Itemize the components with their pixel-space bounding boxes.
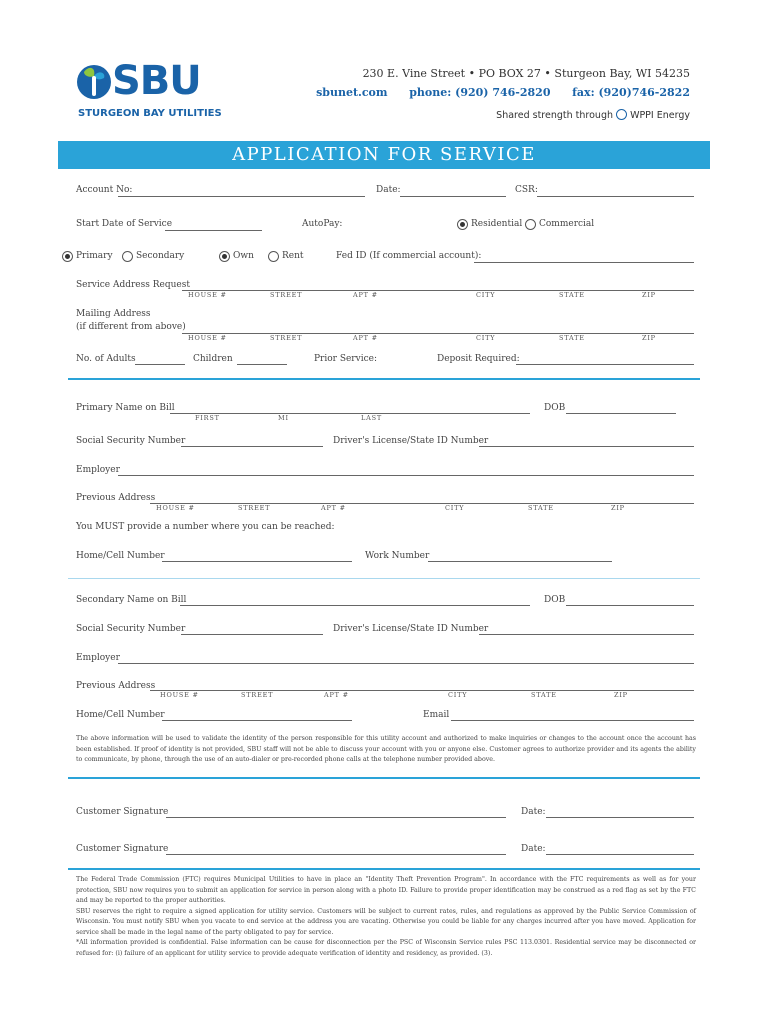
secondary-home-cell-label: Home/Cell Number	[76, 710, 165, 720]
secondary-employer-field[interactable]	[118, 663, 694, 664]
sbu-logo	[76, 60, 236, 124]
secondary-employer-label: Employer	[76, 653, 120, 663]
own-label: Own	[233, 251, 254, 261]
primary-radio[interactable]	[62, 251, 73, 262]
header-contacts	[316, 86, 690, 99]
commercial-radio[interactable]	[525, 219, 536, 230]
prev-state-caption: STATE	[528, 504, 554, 512]
addr-street-caption: STREET	[270, 291, 303, 299]
name-mi-caption: MI	[278, 414, 289, 422]
page-title: APPLICATION FOR SERVICE	[232, 144, 536, 165]
primary-employer-field[interactable]	[118, 475, 694, 476]
prev2-city-caption: CITY	[448, 691, 468, 699]
prev-city-caption: CITY	[445, 504, 465, 512]
commercial-label: Commercial	[539, 219, 595, 229]
fax-number: fax: (920)746-2822	[572, 86, 690, 99]
fed-id-field[interactable]	[474, 262, 694, 263]
secondary-home-cell-field[interactable]	[162, 720, 352, 721]
primary-label: Primary	[76, 251, 113, 261]
signature-divider	[68, 777, 700, 779]
signature-1-label: Customer Signature	[76, 807, 169, 817]
primary-dob-label: DOB	[544, 403, 566, 413]
signature-2-label: Customer Signature	[76, 844, 169, 854]
addr-apt-caption: APT #	[353, 291, 378, 299]
addr-zip-caption: ZIP	[642, 291, 656, 299]
date-field[interactable]	[400, 196, 506, 197]
addr-city-caption: CITY	[476, 291, 496, 299]
csr-label: CSR:	[515, 185, 538, 195]
work-number-label: Work Number	[365, 551, 430, 561]
date-label: Date:	[376, 185, 401, 195]
identity-disclaimer: The above information will be used to validate the identity of the person responsible for this utility account and authorized to make inquiries or changes to the account once the account has been established. If proof of identity is not provided, SBU staff will not be able to discuss your account with you or anyone else. Customer agrees to authorize provider and its agents the ability to communicate, by phone, through the use of an auto-dialer or pre-recorded phone calls at the telephone number provided above.	[76, 735, 696, 763]
prev2-house-caption: HOUSE #	[160, 691, 199, 699]
residential-label: Residential	[471, 219, 523, 229]
mailing-address-label: Mailing Address	[76, 309, 151, 319]
primary-employer-label: Employer	[76, 465, 120, 475]
secondary-previous-address-label: Previous Address	[76, 681, 156, 691]
signature-2-field[interactable]	[166, 854, 506, 855]
start-date-label: Start Date of Service	[76, 219, 173, 229]
residential-radio[interactable]	[457, 219, 468, 230]
autopay-label: AutoPay:	[302, 219, 343, 229]
csr-field[interactable]	[537, 196, 694, 197]
work-number-field[interactable]	[428, 561, 612, 562]
prev2-state-caption: STATE	[531, 691, 557, 699]
mail-house-caption: HOUSE #	[188, 334, 227, 342]
signature-2-date-label: Date:	[521, 844, 546, 854]
adults-field[interactable]	[135, 364, 185, 365]
wppi-tagline	[496, 109, 690, 121]
start-date-field[interactable]	[165, 230, 262, 231]
logo-text: SBU	[112, 58, 201, 104]
prior-service-label: Prior Service:	[314, 354, 377, 364]
logo-mark-icon	[76, 62, 112, 102]
addr-house-caption: HOUSE #	[188, 291, 227, 299]
mail-apt-caption: APT #	[353, 334, 378, 342]
company-name: STURGEON BAY UTILITIES	[78, 108, 222, 119]
secondary-label: Secondary	[136, 251, 185, 261]
signature-1-date-field[interactable]	[546, 817, 694, 818]
primary-ssn-label: Social Security Number	[76, 436, 186, 446]
signature-1-field[interactable]	[166, 817, 506, 818]
children-label: Children	[193, 354, 233, 364]
account-no-field[interactable]	[118, 196, 365, 197]
secondary-previous-address-field[interactable]	[150, 690, 694, 691]
prev2-street-caption: STREET	[241, 691, 274, 699]
deposit-label: Deposit Required:	[437, 354, 520, 364]
footer-divider	[68, 868, 700, 870]
primary-dl-label: Driver's License/State ID Number	[333, 436, 489, 446]
name-last-caption: LAST	[361, 414, 382, 422]
addr-state-caption: STATE	[559, 291, 585, 299]
rent-label: Rent	[282, 251, 304, 261]
tagline-brand: WPPI Energy	[630, 110, 690, 121]
header-address: 230 E. Vine Street • PO BOX 27 • Sturgeon Bay, WI 54235	[362, 67, 690, 80]
prev2-apt-caption: APT #	[324, 691, 349, 699]
secondary-name-label: Secondary Name on Bill	[76, 595, 187, 605]
mail-state-caption: STATE	[559, 334, 585, 342]
children-field[interactable]	[237, 364, 287, 365]
section-divider-thin	[68, 578, 700, 579]
wppi-logo-icon	[616, 109, 627, 120]
mailing-address-field[interactable]	[182, 333, 694, 334]
secondary-dob-field[interactable]	[566, 605, 694, 606]
secondary-ssn-label: Social Security Number	[76, 624, 186, 634]
primary-name-field[interactable]	[170, 413, 530, 414]
primary-ssn-field[interactable]	[181, 446, 323, 447]
primary-dl-field[interactable]	[479, 446, 694, 447]
ftc-paragraph-3: *All information provided is confidential. False information can be cause for disconnection per the PSC of Wisconsin Service rules PSC 113.0301. Residential service may be disconnected or refused for: (i) failure of an applicant for utility service to provide adequate verification of identity and residency, as provided. (3).	[76, 939, 696, 957]
prev-house-caption: HOUSE #	[156, 504, 195, 512]
email-label: Email	[423, 710, 450, 720]
mailing-address-note: (if different from above)	[76, 322, 186, 332]
ftc-notice	[76, 875, 696, 959]
prev-street-caption: STREET	[238, 504, 271, 512]
signature-2-date-field[interactable]	[546, 854, 694, 855]
secondary-ssn-field[interactable]	[181, 634, 323, 635]
primary-home-cell-field[interactable]	[162, 561, 352, 562]
adults-label: No. of Adults	[76, 354, 136, 364]
rent-radio[interactable]	[268, 251, 279, 262]
secondary-radio[interactable]	[122, 251, 133, 262]
secondary-dl-field[interactable]	[479, 634, 694, 635]
service-address-label: Service Address Request	[76, 280, 190, 290]
account-no-label: Account No:	[76, 185, 133, 195]
service-address-field[interactable]	[182, 290, 694, 291]
email-field[interactable]	[451, 720, 694, 721]
prev-apt-caption: APT #	[321, 504, 346, 512]
primary-previous-address-label: Previous Address	[76, 493, 156, 503]
mail-zip-caption: ZIP	[642, 334, 656, 342]
signature-1-date-label: Date:	[521, 807, 546, 817]
primary-dob-field[interactable]	[566, 413, 676, 414]
secondary-name-field[interactable]	[180, 605, 530, 606]
name-first-caption: FIRST	[195, 414, 220, 422]
phone-number: phone: (920) 746-2820	[409, 86, 551, 99]
mail-city-caption: CITY	[476, 334, 496, 342]
mail-street-caption: STREET	[270, 334, 303, 342]
secondary-dob-label: DOB	[544, 595, 566, 605]
prev2-zip-caption: ZIP	[614, 691, 628, 699]
ftc-paragraph-1: The Federal Trade Commission (FTC) requires Municipal Utilities to have in place an "Identity Theft Prevention Program". In accordance with the FTC requirements as well as for your protection, SBU now requires you to submit an application for service in person along with a photo ID. Failure to provide proper identification may be construed as a red flag as set by the FTC and may be reported to the proper authorities.	[76, 876, 696, 904]
deposit-field[interactable]	[516, 364, 694, 365]
section-divider	[68, 378, 700, 380]
ftc-paragraph-2: SBU reserves the right to require a signed application for utility service. Customers will be subject to current rates, rules, and regulations as approved by the Public Service Commission of Wisconsin. You must notify SBU when you vacate to end service at the address you are vacating. Otherwise you could be liable for any charges incurred after you have moved. Application for service shall be made in the legal name of the party obligated to pay for service.	[76, 907, 696, 936]
secondary-dl-label: Driver's License/State ID Number	[333, 624, 489, 634]
tagline-text: Shared strength through	[496, 110, 613, 121]
primary-name-label: Primary Name on Bill	[76, 403, 175, 413]
website-link[interactable]: sbunet.com	[316, 86, 388, 99]
title-bar	[58, 141, 710, 169]
primary-home-cell-label: Home/Cell Number	[76, 551, 165, 561]
must-provide-note: You MUST provide a number where you can be reached:	[76, 522, 335, 532]
fed-id-label: Fed ID (If commercial account):	[336, 251, 482, 261]
own-radio[interactable]	[219, 251, 230, 262]
prev-zip-caption: ZIP	[611, 504, 625, 512]
